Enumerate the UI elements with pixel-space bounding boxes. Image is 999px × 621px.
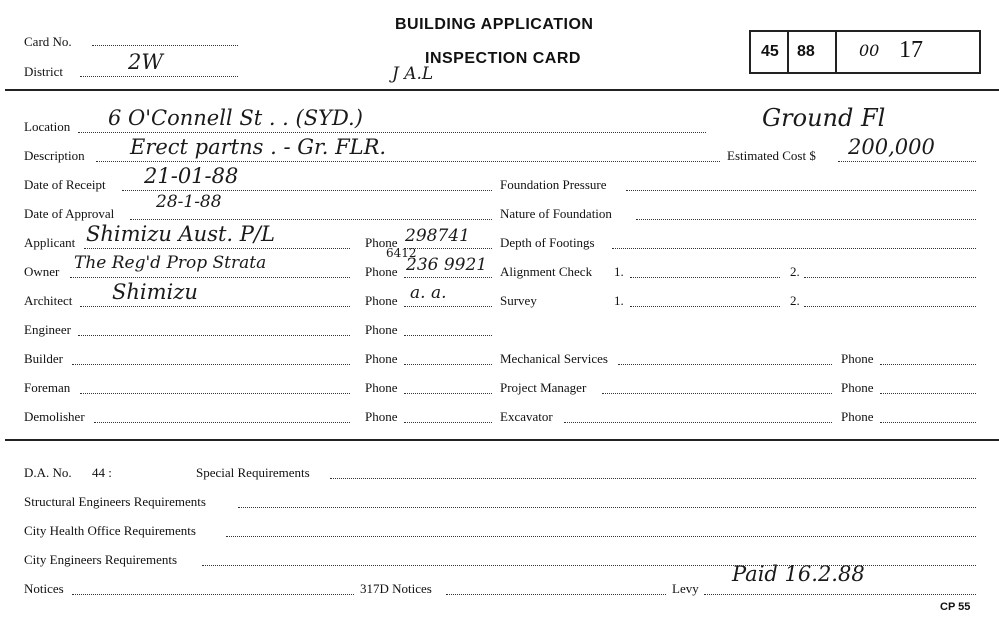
notices-label: Notices xyxy=(24,581,64,596)
architect-phone-label: Phone xyxy=(365,293,398,308)
city-health-line xyxy=(226,536,976,537)
description-value: Erect partns . - Gr. FLR. xyxy=(130,135,387,159)
notices-line xyxy=(72,594,354,595)
owner-phone-ext: 6412 xyxy=(386,246,417,260)
divider-bottom xyxy=(5,439,999,441)
architect-line xyxy=(80,306,350,307)
applicant-line xyxy=(84,248,350,249)
card-no-line xyxy=(92,45,238,46)
owner-phone: 236 9921 xyxy=(406,255,488,275)
demolisher-line xyxy=(94,422,350,423)
levy-value: Paid 16.2.88 xyxy=(732,562,865,586)
card-no-label: Card No. xyxy=(24,34,72,49)
date-of-receipt-value: 21-01-88 xyxy=(144,164,239,188)
date-of-receipt-label: Date of Receipt xyxy=(24,177,106,192)
alignment-check-1-line xyxy=(630,277,780,278)
number-box-4: 17 xyxy=(899,37,923,63)
foreman-phone-label: Phone xyxy=(365,380,398,395)
applicant-phone-label: Phone xyxy=(365,235,398,250)
card-number-box xyxy=(749,30,981,74)
district-label: District xyxy=(24,64,63,79)
location-line xyxy=(78,132,706,133)
special-requirements-label: Special Requirements xyxy=(196,465,310,480)
survey-label: Survey xyxy=(500,293,537,308)
engineer-line xyxy=(78,335,350,336)
structural-label: Structural Engineers Requirements xyxy=(24,494,206,509)
foreman-line xyxy=(80,393,350,394)
owner-value: The Reg'd Prop Strata xyxy=(74,253,267,273)
317d-notices-label: 317D Notices xyxy=(360,581,432,596)
depth-of-footings-label: Depth of Footings xyxy=(500,235,595,250)
mechanical-services-line xyxy=(618,364,832,365)
survey-2-line xyxy=(804,306,976,307)
applicant-value: Shimizu Aust. P/L xyxy=(86,222,275,246)
alignment-check-label: Alignment Check xyxy=(500,264,593,279)
engineer-phone-line xyxy=(404,335,492,336)
estimated-cost-line xyxy=(838,161,976,162)
initials: J A.L xyxy=(392,64,434,84)
city-engineers-label: City Engineers Requirements xyxy=(24,552,178,567)
form-code: CP 55 xyxy=(940,601,971,613)
date-of-approval-label: Date of Approval xyxy=(24,206,115,221)
survey-2: 2. xyxy=(790,293,800,308)
divider-top xyxy=(5,89,999,91)
survey-1: 1. xyxy=(614,293,624,308)
owner-line xyxy=(70,277,350,278)
architect-label: Architect xyxy=(24,293,73,308)
excavator-phone-line xyxy=(880,422,976,423)
builder-line xyxy=(72,364,350,365)
excavator-line xyxy=(564,422,832,423)
nature-of-foundation-line xyxy=(636,219,976,220)
number-box-1: 45 xyxy=(761,43,779,60)
mechanical-services-phone-label: Phone xyxy=(841,351,874,366)
district-value: 2W xyxy=(128,50,163,74)
estimated-cost-label: Estimated Cost $ xyxy=(727,148,816,163)
date-of-approval-value: 28-1-88 xyxy=(156,192,222,212)
date-of-receipt-line xyxy=(122,190,492,191)
owner-label: Owner xyxy=(24,264,60,279)
levy-label: Levy xyxy=(672,581,699,596)
project-manager-label: Project Manager xyxy=(500,380,587,395)
architect-value: Shimizu xyxy=(112,280,198,304)
foreman-label: Foreman xyxy=(24,380,71,395)
demolisher-phone-label: Phone xyxy=(365,409,398,424)
architect-phone-line xyxy=(404,306,492,307)
location-label: Location xyxy=(24,119,71,134)
number-box-3: 00 xyxy=(859,41,880,60)
project-manager-phone-label: Phone xyxy=(841,380,874,395)
floor-note: Ground Fl xyxy=(762,104,886,132)
project-manager-line xyxy=(602,393,832,394)
owner-phone-label: Phone xyxy=(365,264,398,279)
mechanical-services-label: Mechanical Services xyxy=(500,351,608,366)
builder-label: Builder xyxy=(24,351,63,366)
city-health-label: City Health Office Requirements xyxy=(24,523,196,538)
structural-line xyxy=(238,507,976,508)
alignment-check-2-line xyxy=(804,277,976,278)
description-label: Description xyxy=(24,148,85,163)
depth-of-footings-line xyxy=(612,248,976,249)
da-no-value: 44 : xyxy=(92,465,112,480)
foundation-pressure-label: Foundation Pressure xyxy=(500,177,607,192)
card-subtitle: INSPECTION CARD xyxy=(425,50,581,67)
applicant-phone-line xyxy=(404,248,492,249)
317d-notices-line xyxy=(446,594,666,595)
applicant-label: Applicant xyxy=(24,235,76,250)
engineer-phone-label: Phone xyxy=(365,322,398,337)
description-line xyxy=(96,161,720,162)
owner-phone-line xyxy=(404,277,492,278)
architect-phone: a. a. xyxy=(410,283,447,303)
date-of-approval-line xyxy=(130,219,492,220)
location-value: 6 O'Connell St . . (SYD.) xyxy=(108,106,363,130)
district-line xyxy=(80,76,238,77)
survey-1-line xyxy=(630,306,780,307)
estimated-cost-value: 200,000 xyxy=(848,135,935,159)
demolisher-phone-line xyxy=(404,422,492,423)
foreman-phone-line xyxy=(404,393,492,394)
excavator-phone-label: Phone xyxy=(841,409,874,424)
alignment-check-2: 2. xyxy=(790,264,800,279)
foundation-pressure-line xyxy=(626,190,976,191)
excavator-label: Excavator xyxy=(500,409,553,424)
builder-phone-label: Phone xyxy=(365,351,398,366)
applicant-phone: 298741 xyxy=(405,226,470,246)
card-title: BUILDING APPLICATION xyxy=(395,16,594,33)
engineer-label: Engineer xyxy=(24,322,71,337)
mechanical-services-phone-line xyxy=(880,364,976,365)
da-no-label: D.A. No. xyxy=(24,465,72,480)
special-requirements-line xyxy=(330,478,976,479)
demolisher-label: Demolisher xyxy=(24,409,85,424)
alignment-check-1: 1. xyxy=(614,264,624,279)
builder-phone-line xyxy=(404,364,492,365)
nature-of-foundation-label: Nature of Foundation xyxy=(500,206,612,221)
levy-line xyxy=(704,594,976,595)
project-manager-phone-line xyxy=(880,393,976,394)
number-box-2: 88 xyxy=(797,43,815,60)
